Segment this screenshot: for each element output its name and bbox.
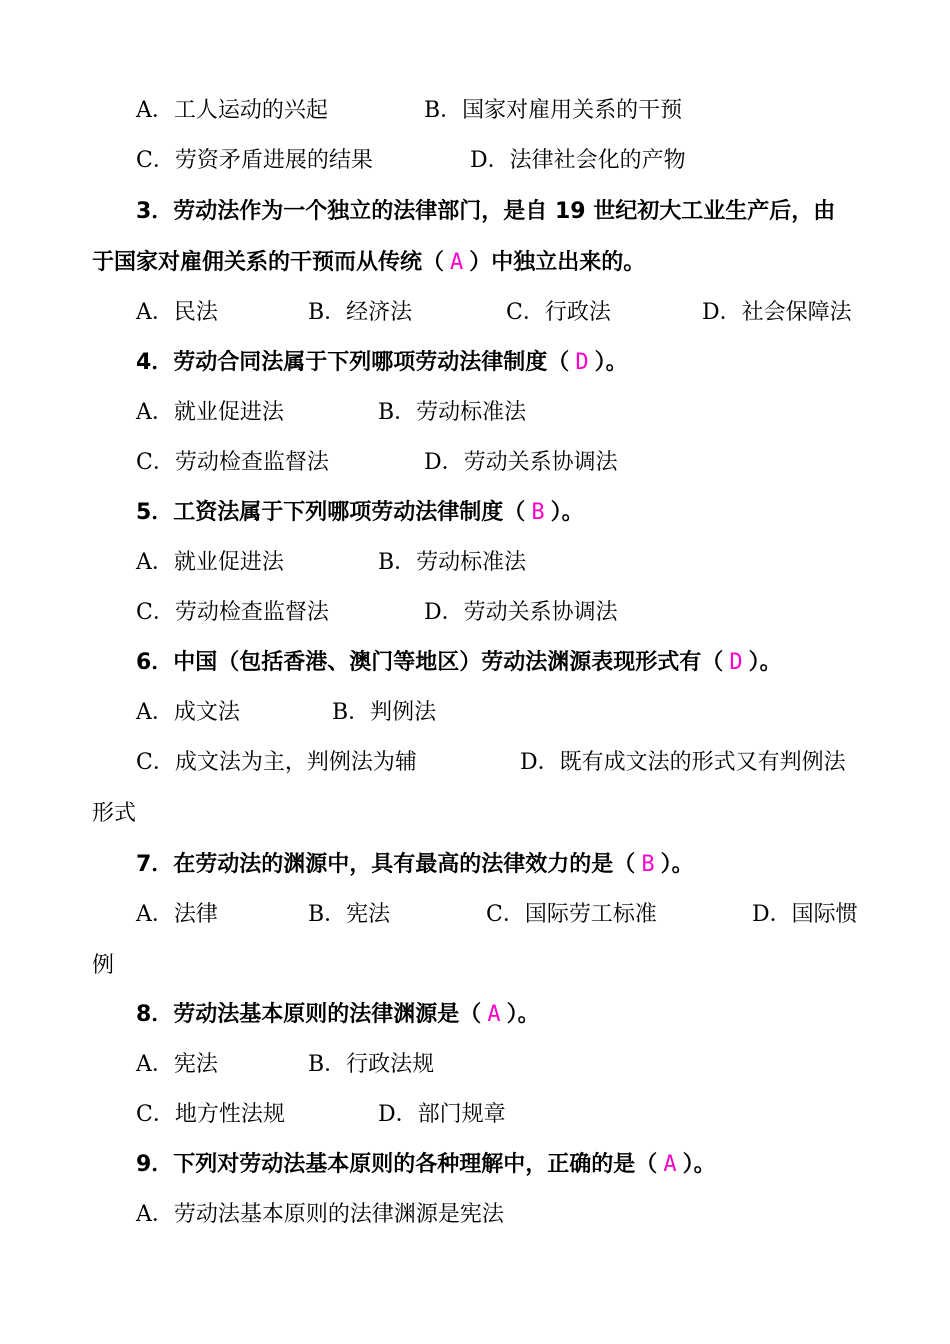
q5-answer: B [531,500,545,525]
q7-question [136,850,694,880]
q6-option-a: A．成文法 [136,700,240,725]
q2-option-d: D．法律社会化的产物 [470,148,686,173]
q7-question-text: 7．在劳动法的渊源中，具有最高的法律效力的是（ [136,852,636,877]
q7-question-suffix: ）。 [660,852,694,877]
q5-question-text: 5．工资法属于下列哪项劳动法律制度（ [136,500,526,525]
q9-question-suffix: ）。 [682,1152,716,1177]
q4-option-a: A．就业促进法 [136,400,284,425]
q4-option-d: D．劳动关系协调法 [424,450,618,475]
q8-question [136,1000,540,1030]
q7-answer: B [641,852,655,877]
q9-option-a: A．劳动法基本原则的法律渊源是宪法 [136,1202,504,1227]
q6-option-d-continued: 形式 [92,801,137,826]
q8-question-text: 8．劳动法基本原则的法律渊源是（ [136,1002,482,1027]
q8-question-suffix: ）。 [506,1002,540,1027]
q6-question-text: 6．中国（包括香港、澳门等地区）劳动法渊源表现形式有（ [136,650,724,675]
q8-options-row2 [136,1100,836,1130]
q9-question [136,1150,716,1180]
q5-option-a: A．就业促进法 [136,550,284,575]
q2-options-row1 [136,96,836,126]
q4-answer: D [575,350,589,375]
q2-options-row2 [136,146,836,176]
q5-options-row1 [136,548,836,578]
q5-option-b: B．劳动标准法 [378,550,527,575]
q8-options-row1 [136,1050,836,1080]
q6-option-c: C．成文法为主，判例法为辅 [136,750,417,775]
q8-option-a: A．宪法 [136,1052,218,1077]
q3-option-c: C．行政法 [506,300,611,325]
q6-answer: D [729,650,743,675]
q7-option-c: C．国际劳工标准 [486,902,657,927]
q3-question-text: 于国家对雇佣关系的干预而从传统（ [92,250,445,275]
q3-question-line2 [92,248,645,278]
q5-options-row2 [136,598,836,628]
q5-option-d: D．劳动关系协调法 [424,600,618,625]
q9-question-text: 9．下列对劳动法基本原则的各种理解中，正确的是（ [136,1152,658,1177]
q3-answer: A [450,250,464,275]
q4-option-c: C．劳动检查监督法 [136,450,329,475]
q2-option-a: A．工人运动的兴起 [136,98,328,123]
q6-option-b: B．判例法 [332,700,437,725]
q4-question-suffix: ）。 [594,350,628,375]
q3-option-d: D．社会保障法 [702,300,852,325]
q3-question-suffix: ）中独立出来的。 [469,250,646,275]
q5-question [136,498,584,528]
q6-question-suffix: ）。 [748,650,782,675]
q3-options [136,298,866,328]
q8-option-b: B．行政法规 [308,1052,435,1077]
q4-question-text: 4．劳动合同法属于下列哪项劳动法律制度（ [136,350,570,375]
q5-question-suffix: ）。 [550,500,584,525]
q8-option-c: C．地方性法规 [136,1102,285,1127]
q6-options-row1 [136,698,836,728]
q3-option-a: A．民法 [136,300,218,325]
q4-options-row1 [136,398,836,428]
q7-option-a: A．法律 [136,902,218,927]
q2-option-b: B．国家对雇用关系的干预 [424,98,683,123]
q4-question [136,348,628,378]
q3-question-line1: 3．劳动法作为一个独立的法律部门，是自 19 世纪初大工业生产后，由 [136,199,836,224]
q6-options-row2 [136,748,866,778]
q9-answer: A [663,1152,677,1177]
q7-option-d: D．国际惯 [752,902,858,927]
q7-options [136,900,866,930]
q4-options-row2 [136,448,836,478]
q8-option-d: D．部门规章 [378,1102,506,1127]
q4-option-b: B．劳动标准法 [378,400,527,425]
q7-option-b: B．宪法 [308,902,391,927]
q6-option-d: D．既有成文法的形式又有判例法 [520,750,846,775]
q5-option-c: C．劳动检查监督法 [136,600,329,625]
q3-option-b: B．经济法 [308,300,413,325]
q7-option-d-continued: 例 [92,953,115,978]
q8-answer: A [487,1002,501,1027]
q6-question [136,648,782,678]
q2-option-c: C．劳资矛盾进展的结果 [136,148,373,173]
